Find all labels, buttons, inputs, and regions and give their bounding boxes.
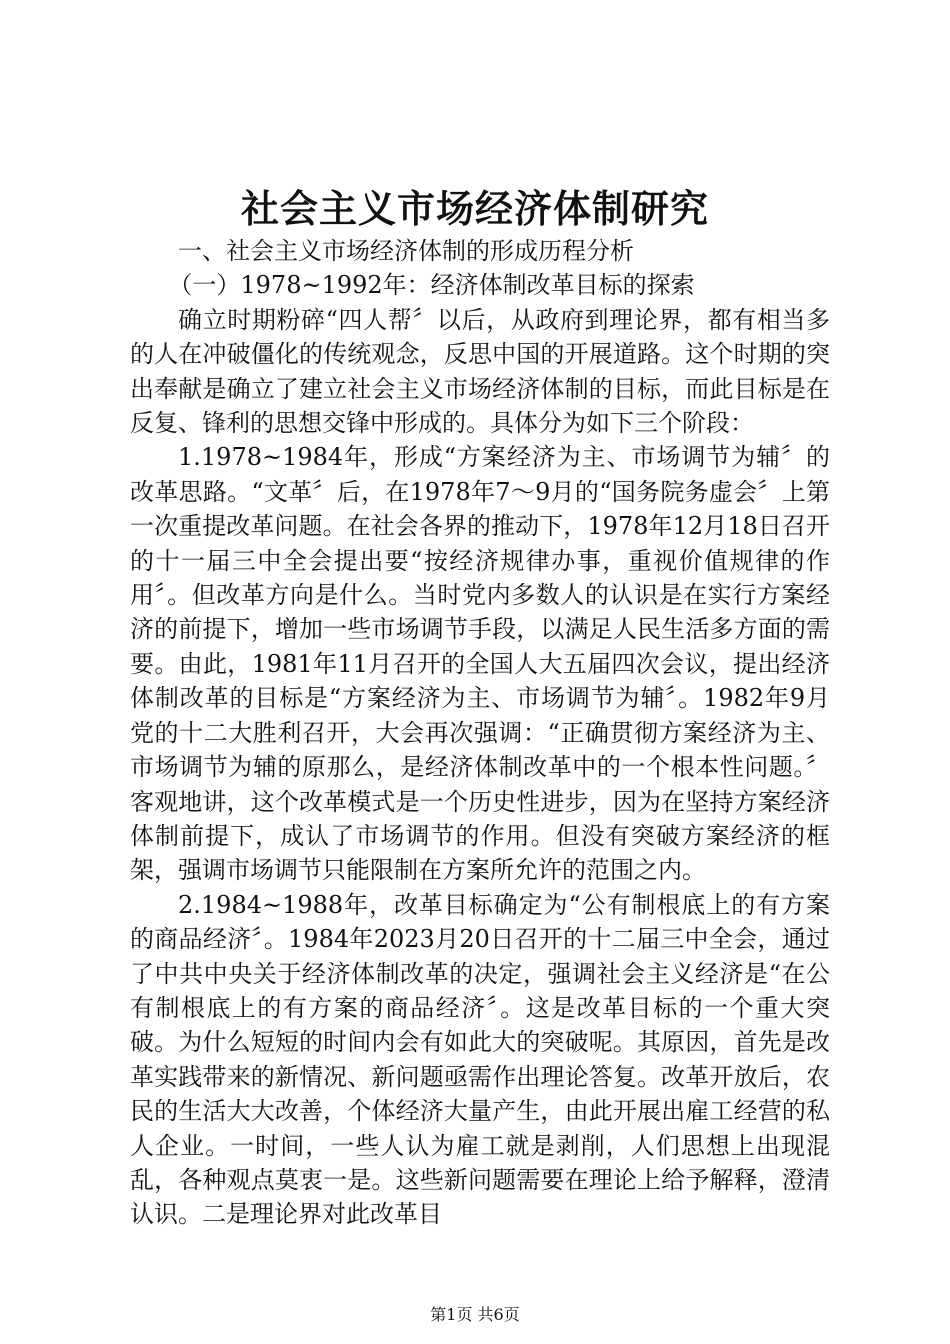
section-heading: 一、社会主义市场经济体制的形成历程分析	[178, 237, 634, 265]
paragraph-stage-1: 1.1978~1984年，形成“方案经济为主、市场调节为辅〞的改革思路。“文革〞后，在1978年7～9月的“国务院务虚会〞上第一次重提改革问题。在社会各界的推动下，1978年12月18日召开的十一届三中全会提出要“按经济规律办事，重视价值规律的作用〞。但改革方向是什么。当时党内多数人的认识是在实行方案经济的前提下，增加一些市场调节手段，以满足人民生活多方面的需要。由此，1981年11月召开的全国人大五届四次会议，提出经济体制改革的目标是“方案经济为主、市场调节为辅〞。1982年9月党的十二大胜利召开，大会再次强调：“正确贯彻方案经济为主、市场调节为辅的原那么，是经济体制改革中的一个根本性问题。〞客观地讲，这个改革模式是一个历史性进步，因为在坚持方案经济体制前提下，成认了市场调节的作用。但没有突破方案经济的框架，强调市场调节只能限制在方案所允许的范围之内。	[130, 443, 830, 885]
document-body	[130, 234, 830, 1232]
subsection-heading: （一）1978~1992年：经济体制改革目标的探索	[168, 271, 695, 300]
page-number-footer: 第1页 共6页	[430, 1305, 520, 1324]
document-title: 社会主义市场经济体制研究	[240, 186, 709, 231]
paragraph-intro: 确立时期粉碎“四人帮〞以后，从政府到理论界，都有相当多的人在冲破僵化的传统观念，反思中国的开展道路。这个时期的突出奉献是确立了建立社会主义市场经济体制的目标，而此目标是在反复、锋利的思想交锋中形成的。具体分为如下三个阶段：	[130, 305, 830, 438]
paragraph-stage-2: 2.1984~1988年，改革目标确定为“公有制根底上的有方案的商品经济〞。1984年2023月20日召开的十二届三中全会，通过了中共中央关于经济体制改革的决定，强调社会主义经济是“在公有制根底上的有方案的商品经济〞。这是改革目标的一个重大突破。为什么短短的时间内会有如此大的突破呢。其原因，首先是改革实践带来的新情况、新问题亟需作出理论答复。改革开放后，农民的生活大大改善，个体经济大量产生，由此开展出雇工经营的私人企业。一时间，一些人认为雇工就是剥削，人们思想上出现混乱，各种观点莫衷一是。这些新问题需要在理论上给予解释，澄清认识。二是理论界对此改革目	[130, 890, 830, 1229]
